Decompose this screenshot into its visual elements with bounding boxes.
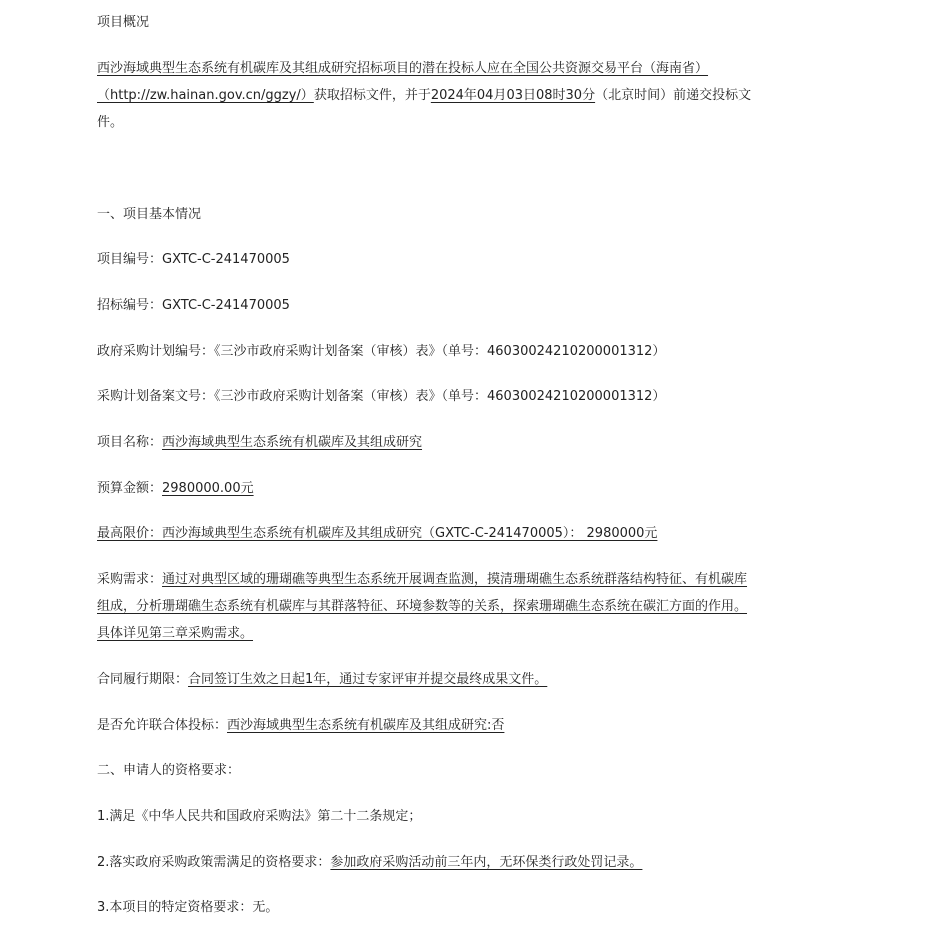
filing-number-label: 采购计划备案文号：: [97, 389, 215, 404]
plan-number: 《三沙市政府采购计划备案（审核）表》（单号：46030024210200001312）: [214, 344, 666, 359]
qualification-item-1: 1.满足《中华人民共和国政府采购法》第二十二条规定；: [97, 809, 422, 824]
budget-label: 预算金额：: [97, 481, 163, 496]
plan-number-row: [97, 338, 757, 365]
qualification-item-2-label: 2.落实政府采购政策需满足的资格要求：: [97, 855, 331, 870]
tender-number-label: 招标编号：: [97, 298, 163, 313]
deadline: 2024年04月03日08时30分: [430, 88, 596, 103]
project-number-row: [97, 246, 757, 273]
consortium-value: 西沙海域典型生态系统有机碳库及其组成研究:否: [227, 718, 505, 733]
filing-number: 《三沙市政府采购计划备案（审核）表》（单号：46030024210200001312）: [214, 389, 666, 404]
overview-heading: 项目概况: [97, 15, 150, 30]
term-text: 合同签订生效之日起1年，通过专家评审并提交最终成果文件。: [188, 672, 548, 687]
budget-amount: 2980000.00元: [162, 481, 254, 496]
qualification-item-2-text: 参加政府采购活动前三年内，无环保类行政处罚记录。: [330, 855, 643, 870]
tender-number: GXTC-C-241470005: [162, 298, 290, 313]
platform-link[interactable]: 全国公共资源交易平台（海南省）（http://zw.hainan.gov.cn/ggzy/）: [97, 61, 709, 103]
project-number-label: 项目编号：: [97, 252, 163, 267]
tender-number-row: [97, 292, 757, 319]
project-number: GXTC-C-241470005: [162, 252, 290, 267]
project-name: 西沙海域典型生态系统有机碳库及其组成研究: [162, 435, 423, 450]
filing-number-row: [97, 383, 757, 410]
qualification-item-2: [97, 849, 757, 876]
budget-row: [97, 475, 757, 502]
plan-number-label: 政府采购计划编号：: [97, 344, 215, 359]
consortium-row: [97, 712, 757, 739]
qualification-item-3: 3.本项目的特定资格要求：无。: [97, 900, 279, 915]
term-row: [97, 666, 757, 693]
max-price: 最高限价：西沙海域典型生态系统有机碳库及其组成研究（GXTC-C-241470005）： 2980000元: [97, 526, 658, 541]
section1-heading: 一、项目基本情况: [97, 207, 202, 222]
project-name-label: 项目名称：: [97, 435, 163, 450]
project-name-row: [97, 429, 757, 456]
overview-submit: （北京时间）前递交投标文件。: [97, 88, 752, 130]
demand-text: 通过对典型区域的珊瑚礁等典型生态系统开展调查监测，摸清珊瑚礁生态系统群落结构特征、有机碳库组成，分析珊瑚礁生态系统有机碳库与其群落特征、环境参数等的关系，探索珊瑚礁生态系统在碳汇方面的作用。具体详见第三章采购需求。: [97, 572, 748, 641]
overview-intro: 西沙海域典型生态系统有机碳库及其组成研究招标项目的潜在投标人应在: [97, 61, 514, 76]
consortium-label: 是否允许联合体投标：: [97, 718, 228, 733]
demand-row: [97, 566, 757, 647]
term-label: 合同履行期限：: [97, 672, 189, 687]
section2-heading: 二、申请人的资格要求：: [97, 763, 241, 778]
demand-label: 采购需求：: [97, 572, 163, 587]
overview-paragraph: [97, 55, 757, 136]
overview-obtain: 获取招标文件，并于: [313, 88, 431, 103]
